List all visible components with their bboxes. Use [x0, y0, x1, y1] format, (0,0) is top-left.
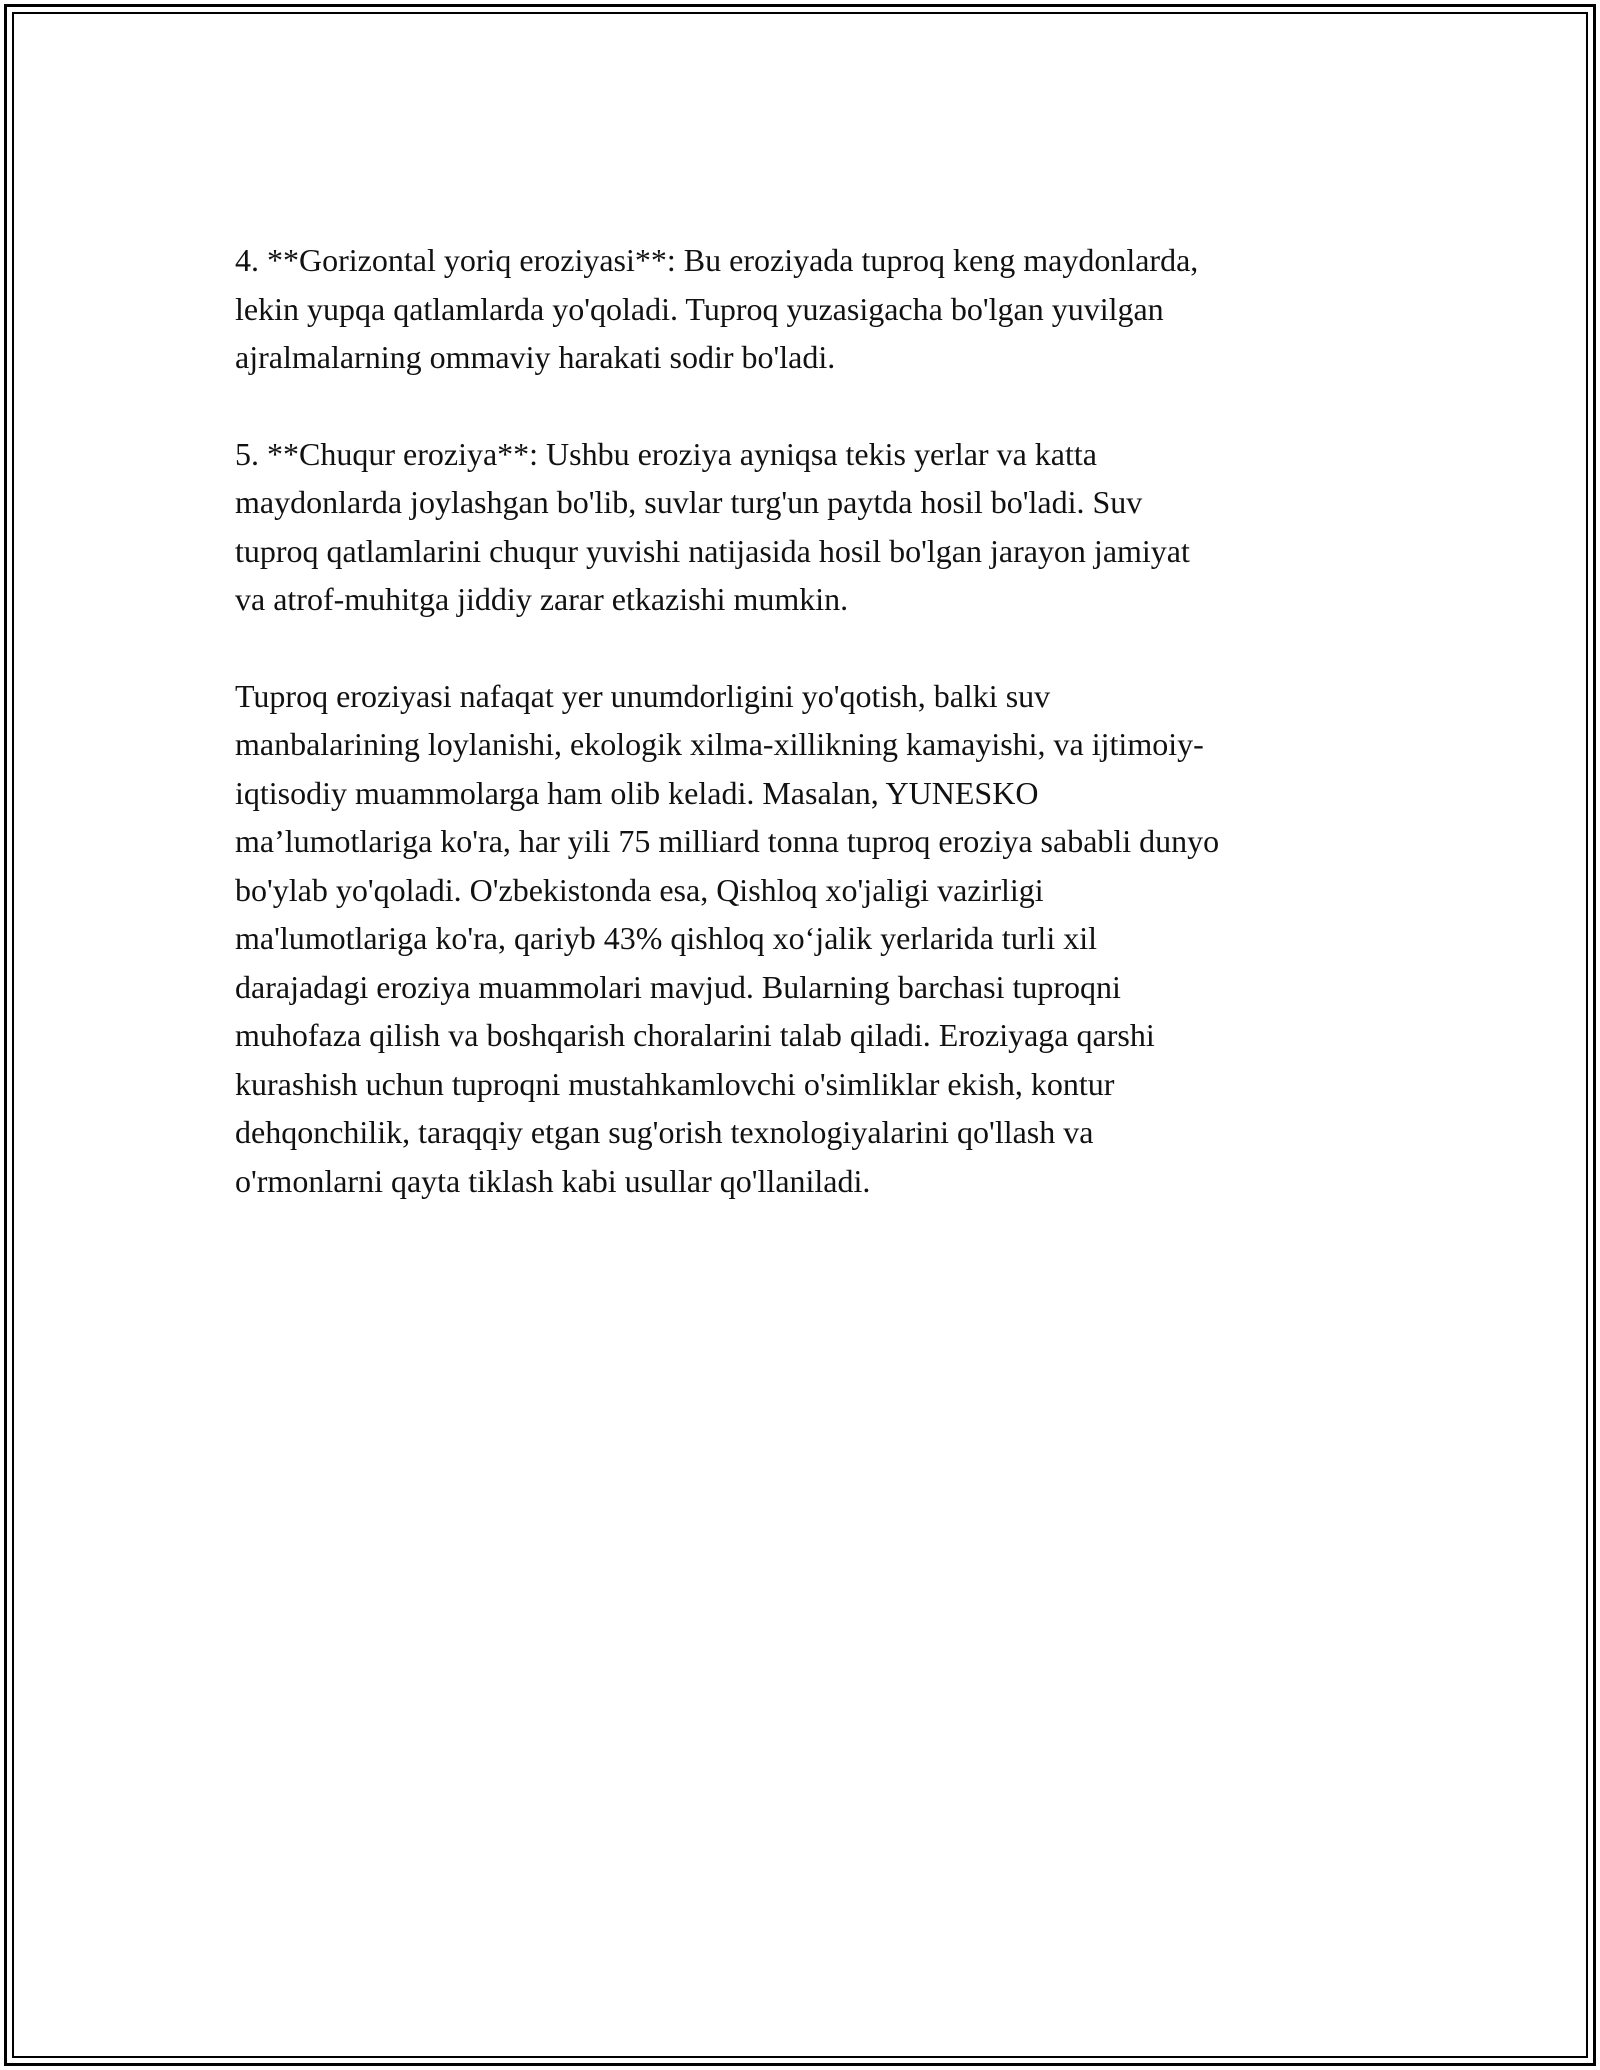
text-line: iqtisodiy muammolarga ham olib keladi. Masalan, YUNESKO	[235, 774, 1039, 811]
paragraph-deep-erosion	[235, 430, 1375, 624]
text-line: tuproq qatlamlarini chuqur yuvishi natijasida hosil bo'lgan jarayon jamiyat	[235, 532, 1190, 569]
text-line: maydonlarda joylashgan bo'lib, suvlar turg'un paytda hosil bo'ladi. Suv	[235, 484, 1143, 520]
text-line: 5. **Chuqur eroziya**: Ushbu eroziya ayniqsa tekis yerlar va katta	[235, 435, 1097, 472]
text-line: dehqonchilik, taraqqiy etgan sug'orish texnologiyalarini qo'llash va	[235, 1114, 1094, 1150]
text-line: va atrof-muhitga jiddiy zarar etkazishi mumkin.	[235, 581, 849, 617]
document-body	[235, 236, 1375, 1253]
text-line: muhofaza qilish va boshqarish choralarini talab qiladi. Eroziyaga qarshi	[235, 1017, 1155, 1053]
text-line: darajadagi eroziya muammolari mavjud. Bularning barchasi tuproqni	[235, 968, 1121, 1005]
text-line: ma’lumotlariga ko'ra, har yili 75 milliard tonna tuproq eroziya sababli dunyo	[235, 823, 1220, 859]
text-line: o'rmonlarni qayta tiklash kabi usullar qo'llaniladi.	[235, 1162, 871, 1199]
text-line: bo'ylab yo'qoladi. O'zbekistonda esa, Qishloq xo'jaligi vazirligi	[235, 871, 1044, 908]
paragraph-erosion-summary	[235, 672, 1375, 1206]
text-line: ajralmalarning ommaviy harakati sodir bo'ladi.	[235, 339, 836, 375]
text-line: Tuproq eroziyasi nafaqat yer unumdorligini yo'qotish, balki suv	[235, 677, 1051, 714]
text-line: lekin yupqa qatlamlarda yo'qoladi. Tuproq yuzasigacha bo'lgan yuvilgan	[235, 290, 1164, 327]
paragraph-horizontal-erosion	[235, 236, 1375, 382]
text-line: kurashish uchun tuproqni mustahkamlovchi o'simliklar ekish, kontur	[235, 1065, 1115, 1102]
text-line: 4. **Gorizontal yoriq eroziyasi**: Bu eroziyada tuproq keng maydonlarda,	[235, 242, 1199, 278]
text-line: ma'lumotlariga ko'ra, qariyb 43% qishloq xo‘jalik yerlarida turli xil	[235, 920, 1097, 956]
text-line: manbalarining loylanishi, ekologik xilma-xillikning kamayishi, va ijtimoiy-	[235, 726, 1204, 762]
